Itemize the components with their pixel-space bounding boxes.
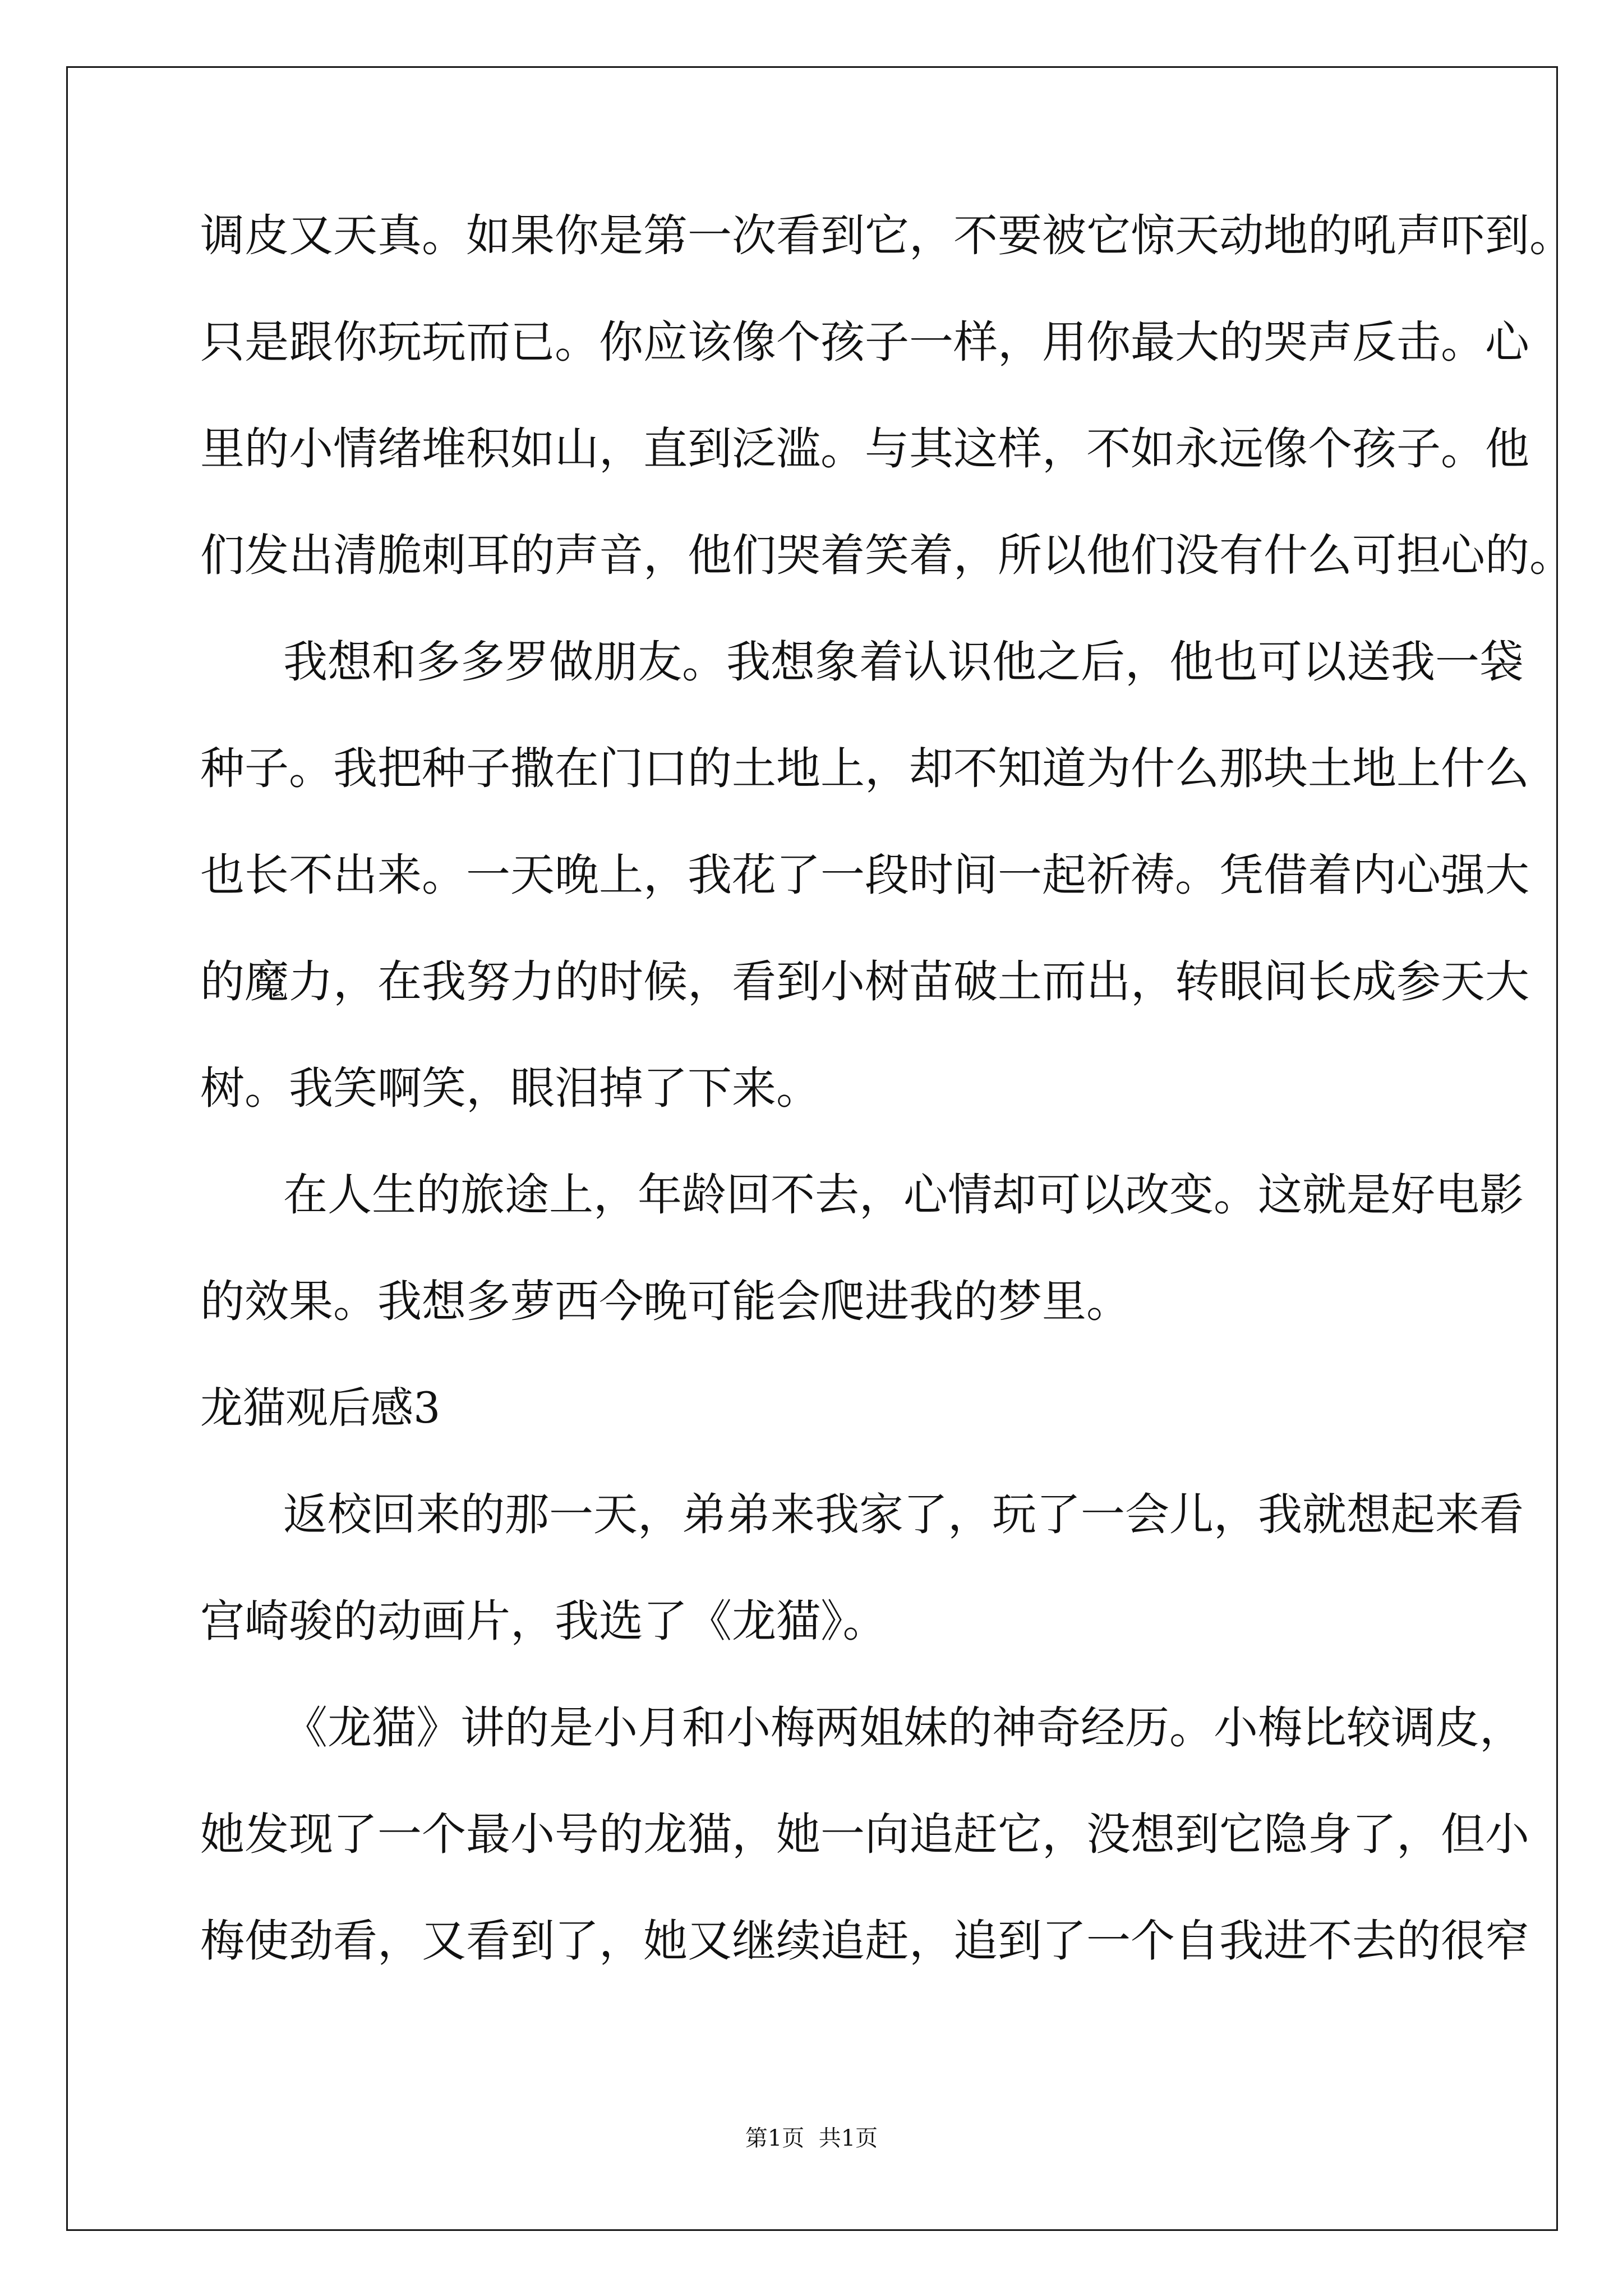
- body-text-line: 们发出清脆刺耳的声音，他们哭着笑着，所以他们没有什么可担心的。: [200, 530, 1574, 581]
- body-text-line: 梅使劲看，又看到了，她又继续追赶，追到了一个自我进不去的很窄: [200, 1915, 1529, 1967]
- body-text-line: 的效果。我想多萝西今晚可能会爬进我的梦里。: [200, 1276, 1131, 1327]
- paragraph-first-line: 在人生的旅途上，年龄回不去，心情却可以改变。这就是好电影: [283, 1169, 1524, 1221]
- body-text-line: 她发现了一个最小号的龙猫，她一向追赶它，没想到它隐身了，但小: [200, 1809, 1529, 1860]
- body-text-line: 宫崎骏的动画片，我选了《龙猫》。: [200, 1595, 887, 1647]
- body-text-line: 调皮又天真。如果你是第一次看到它，不要被它惊天动地的吼声吓到。: [200, 210, 1574, 261]
- paragraph-first-line: 《龙猫》讲的是小月和小梅两姐妹的神奇经历。小梅比较调皮，: [283, 1702, 1524, 1754]
- body-text-line: 种子。我把种子撒在门口的土地上，却不知道为什么那块土地上什么: [200, 743, 1529, 794]
- paragraph-first-line: 我想和多多罗做朋友。我想象着认识他之后，他也可以送我一袋: [283, 636, 1524, 688]
- body-text-line: 树。我笑啊笑，眼泪掉了下来。: [200, 1062, 820, 1114]
- page-border: [66, 66, 1558, 2231]
- paragraph-first-line: 返校回来的那一天，弟弟来我家了，玩了一会儿，我就想起来看: [283, 1489, 1524, 1540]
- body-text-line: 也长不出来。一天晚上，我花了一段时间一起祈祷。凭借着内心强大: [200, 849, 1529, 901]
- page-number-footer: 第1页 共1页: [745, 2125, 878, 2151]
- body-text-line: 只是跟你玩玩而已。你应该像个孩子一样，用你最大的哭声反击。心: [200, 316, 1529, 368]
- section-heading: 龙猫观后感3: [200, 1383, 441, 1433]
- body-text-line: 的魔力，在我努力的时候，看到小树苗破土而出，转眼间长成参天大: [200, 956, 1529, 1007]
- body-text-line: 里的小情绪堆积如山，直到泛滥。与其这样，不如永远像个孩子。他: [200, 423, 1529, 475]
